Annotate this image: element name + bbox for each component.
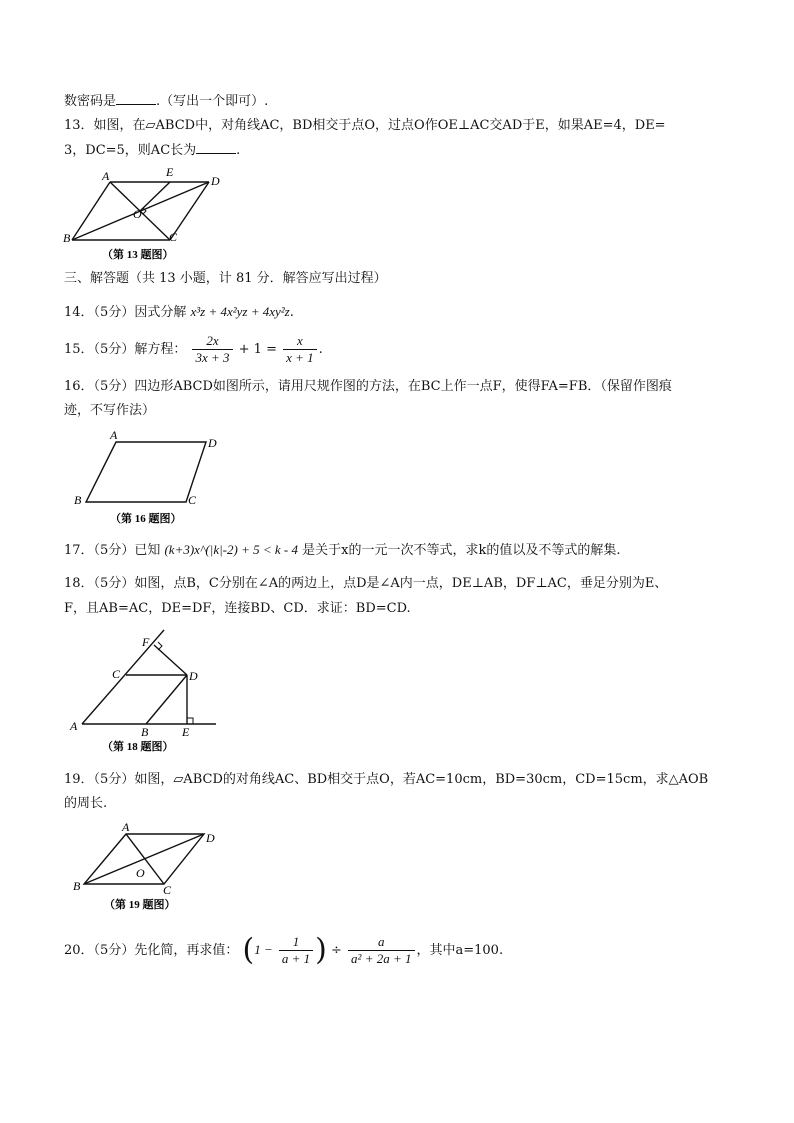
q19-label-a: A (122, 820, 130, 834)
q15-fraction-left (192, 333, 232, 366)
q15-den-right: x + 1 (286, 350, 314, 365)
q14 (64, 303, 294, 322)
q14-expression: x³z + 4x²yz + 4xy²z (190, 304, 290, 319)
q20-divide: ÷ (331, 943, 342, 958)
q13-seg-oe (140, 182, 170, 211)
q13-caption: （第 13 题图） (102, 249, 174, 261)
q20-right-paren: ) (315, 932, 327, 968)
q17 (64, 541, 620, 560)
q16-line1: 16．（5分）四边形ABCD如图所示，请用尺规作图的方法，在BC上作一点F，使得FA=FB．（保留作图痕 (64, 379, 672, 394)
q13-line2 (64, 141, 240, 160)
q20-one-minus: 1 − (254, 942, 273, 957)
q13-label-b: B (63, 231, 71, 245)
q19-line2: 的周长. (64, 796, 108, 811)
q13-label-c: C (169, 230, 178, 244)
q13-label-d: D (211, 174, 220, 188)
q18-right-angle-e (187, 718, 193, 724)
q18-ray-ac (82, 630, 164, 724)
top-line-tail: .（写出一个即可）. (156, 94, 269, 109)
q15-num-left: 2x (192, 333, 232, 350)
q13-figure (62, 162, 227, 262)
q16-line2: 迹，不写作法） (64, 403, 156, 418)
q15-fraction-right (283, 333, 317, 366)
q18-line2: F，且AB=AC，DE=DF，连接BD、CD．求证：BD=CD. (64, 601, 411, 616)
q15-den-left: 3x + 3 (195, 350, 230, 365)
q19-label-o: O (136, 866, 145, 880)
q18-label-d: D (189, 669, 198, 683)
q17-expression: (k+3)x^(|k|-2) + 5 < k - 4 (164, 542, 298, 557)
q20 (64, 932, 503, 969)
q19-label-d: D (206, 831, 215, 845)
section-3-header: 三、解答题（共 13 小题，计 81 分．解答应写出过程） (64, 271, 387, 286)
q20-den-outer: a² + 2a + 1 (351, 951, 412, 966)
q20-fraction-inner (279, 934, 313, 967)
q13-answer-blank (196, 141, 236, 154)
answer-blank (116, 92, 156, 105)
q18-right-angle-f (158, 642, 162, 650)
q16-figure (66, 424, 226, 530)
q16-caption: （第 16 题图） (110, 513, 182, 525)
q15-tail: . (318, 342, 323, 357)
q13-label-a: A (102, 169, 110, 183)
q20-left-paren: ( (242, 932, 255, 968)
q17-text: 17．（5分）已知 (64, 543, 161, 558)
q18-label-a: A (70, 719, 78, 733)
top-line (64, 92, 268, 111)
q19-label-c: C (163, 883, 172, 897)
q18-label-b: B (141, 725, 149, 739)
q13-line2-tail: . (236, 143, 241, 158)
q18-label-e: E (182, 725, 190, 739)
q20-tail: ，其中a=100. (416, 943, 504, 958)
q18-seg-bd (146, 675, 187, 724)
top-line-text: 数密码是 (64, 94, 117, 109)
q16-label-a: A (110, 428, 118, 442)
q20-num-outer: a (348, 934, 414, 951)
q20-text: 20．（5分）先化简，再求值： (64, 943, 239, 958)
q16-label-c: C (188, 493, 197, 507)
q20-num-inner: 1 (279, 934, 313, 951)
q20-fraction-outer (348, 934, 414, 967)
q13-label-o: O (133, 207, 142, 221)
q18-label-c: C (112, 667, 121, 681)
q18-figure (66, 628, 226, 756)
q13-line2-text: 3，DC=5，则AC长为 (64, 143, 197, 158)
q15 (64, 333, 323, 367)
q18-caption: （第 18 题图） (102, 741, 174, 753)
q15-plus-one-equals: + 1 = (238, 342, 277, 357)
q15-num-right: x (283, 333, 317, 350)
q19-figure (66, 820, 226, 914)
q19-caption: （第 19 题图） (104, 899, 176, 911)
q14-tail: . (289, 305, 294, 320)
q18-line1: 18．（5分）如图，点B，C分别在∠A的两边上，点D是∠A内一点，DE⊥AB，DF⊥AC，垂足分别为E、 (64, 576, 668, 591)
q19-line1: 19．（5分）如图，▱ABCD的对角线AC、BD相交于点O，若AC=10cm，BD=30cm，CD=15cm，求△AOB (64, 772, 709, 787)
q13-line1: 13．如图，在▱ABCD中，对角线AC，BD相交于点O，过点O作OE⊥AC交AD于E，如果AE=4，DE= (64, 118, 666, 133)
q18-label-f: F (142, 635, 150, 649)
q19-label-b: B (73, 879, 81, 893)
q14-text: 14．（5分）因式分解 (64, 305, 187, 320)
q16-label-d: D (208, 436, 217, 450)
q13-label-e: E (166, 165, 174, 179)
q15-text: 15．（5分）解方程： (64, 342, 187, 357)
q16-label-b: B (74, 493, 82, 507)
q17-tail: 是关于x的一元一次不等式，求k的值以及不等式的解集. (302, 543, 621, 558)
q20-den-inner: a + 1 (281, 951, 311, 966)
